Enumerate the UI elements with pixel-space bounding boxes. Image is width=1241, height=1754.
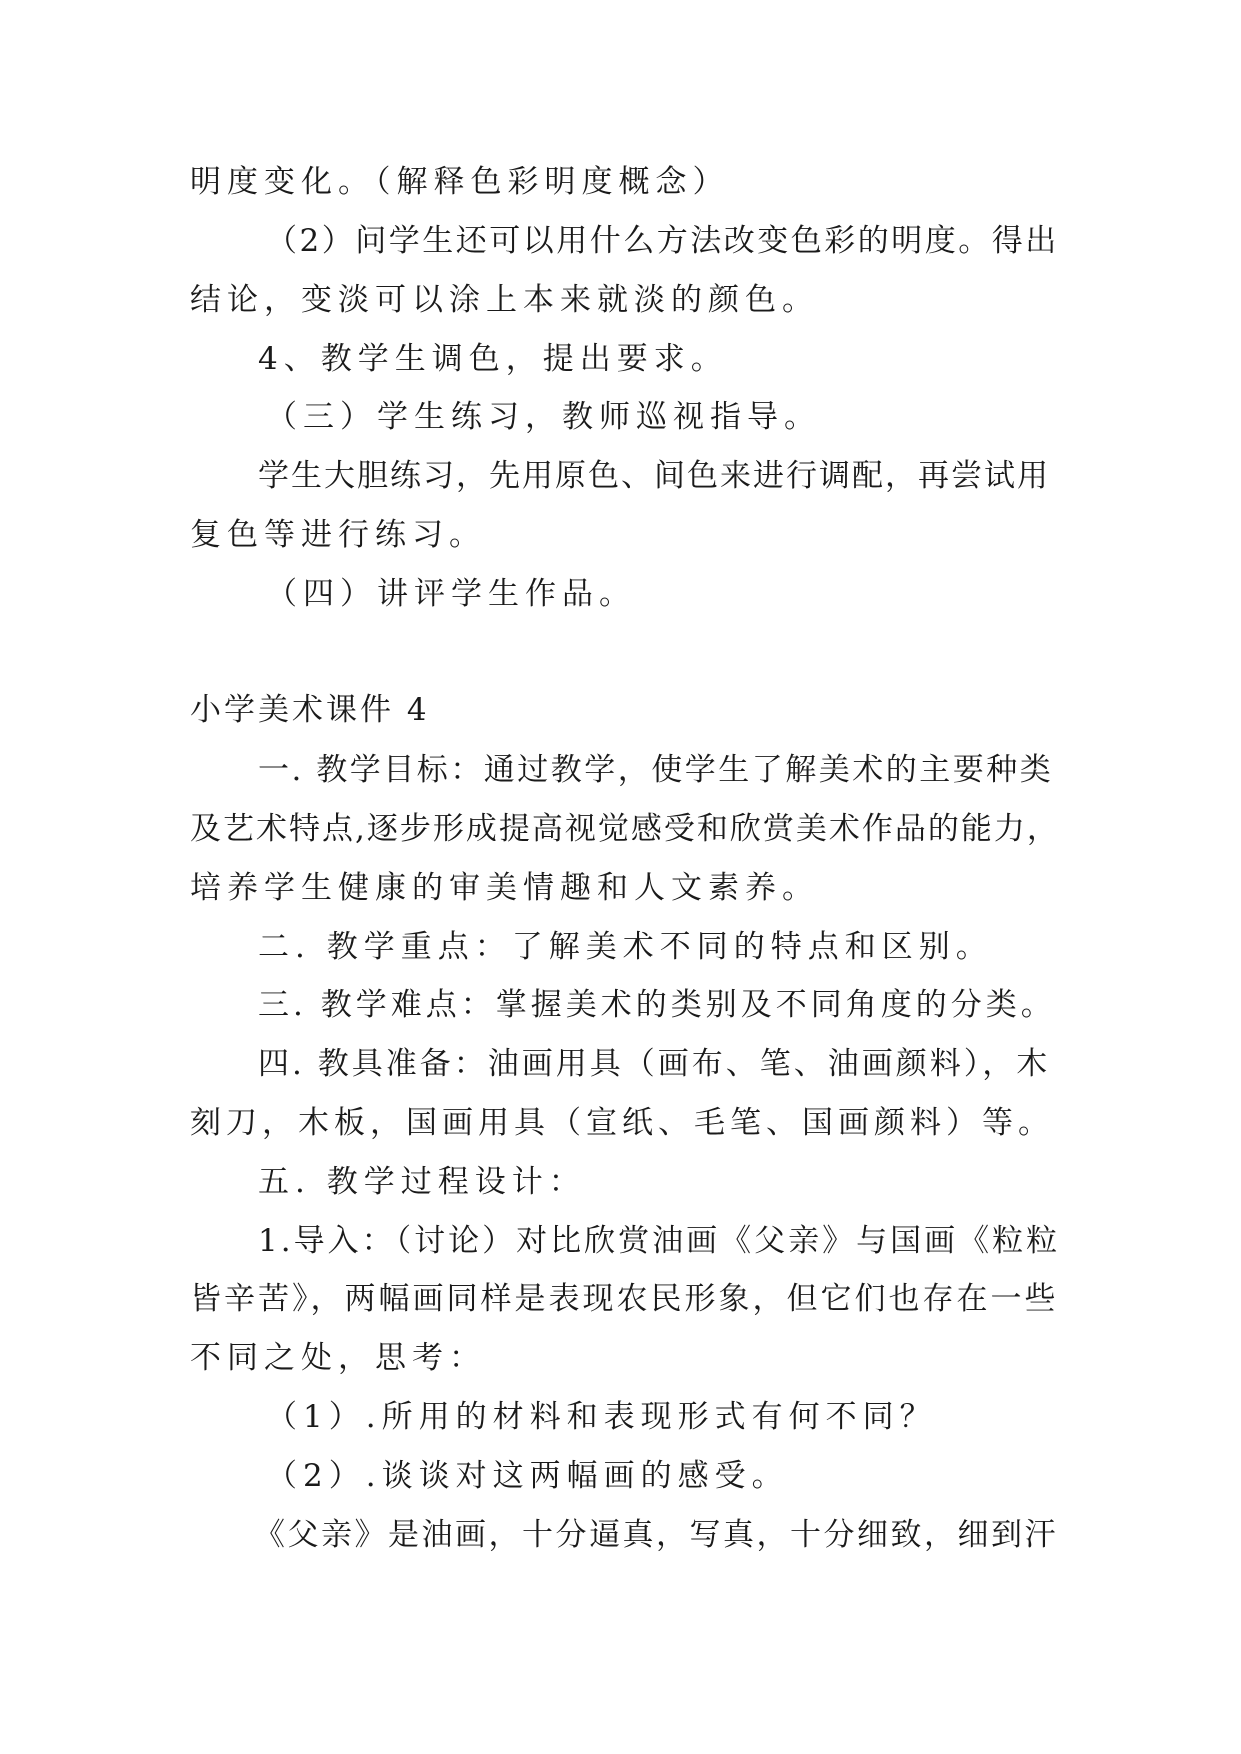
text-line: 五. 教学过程设计： (258, 1164, 586, 1200)
text-line: （2）问学生还可以用什么方法改变色彩的明度。得出 (266, 223, 1059, 259)
text-line: 复色等进行练习。 (190, 517, 486, 553)
text-line: 学生大胆练习，先用原色、间色来进行调配，再尝试用 (258, 458, 1050, 494)
text-line: 不同之处，思考： (190, 1340, 486, 1376)
text-line: 刻刀，木板，国画用具（宣纸、毛笔、国画颜料）等。 (190, 1105, 1054, 1141)
text-line: 结论，变淡可以涂上本来就淡的颜色。 (190, 282, 819, 318)
text-line: 《父亲》是油画，十分逼真，写真，十分细致，细到汗 (254, 1517, 1058, 1553)
text-line: 一. 教学目标：通过教学，使学生了解美术的主要种类 (258, 752, 1054, 788)
section-heading: （三）学生练习，教师巡视指导。 (266, 399, 821, 435)
text-line: 四. 教具准备：油画用具（画布、笔、油画颜料），木 (258, 1046, 1051, 1082)
text-line: 培养学生健康的审美情趣和人文素养。 (190, 870, 819, 906)
text-line: （1）.所用的材料和表现形式有何不同？ (266, 1399, 937, 1435)
text-line: 明度变化。（解释色彩明度概念） (190, 164, 730, 200)
text-line: 二. 教学重点：了解美术不同的特点和区别。 (258, 929, 993, 965)
document-title: 小学美术课件 4 (190, 692, 430, 728)
text-line: （2）.谈谈对这两幅画的感受。 (266, 1458, 789, 1494)
text-line: 三. 教学难点：掌握美术的类别及不同角度的分类。 (258, 987, 1056, 1023)
text-line: 1.导入：（讨论）对比欣赏油画《父亲》与国画《粒粒 (258, 1223, 1061, 1259)
text-line: 皆辛苦》，两幅画同样是表现农民形象，但它们也存在一些 (190, 1281, 1059, 1317)
text-line: 及艺术特点,逐步形成提高视觉感受和欣赏美术作品的能力， (190, 811, 1060, 847)
text-line: 4、教学生调色，提出要求。 (258, 341, 728, 377)
section-heading: （四）讲评学生作品。 (266, 576, 636, 612)
